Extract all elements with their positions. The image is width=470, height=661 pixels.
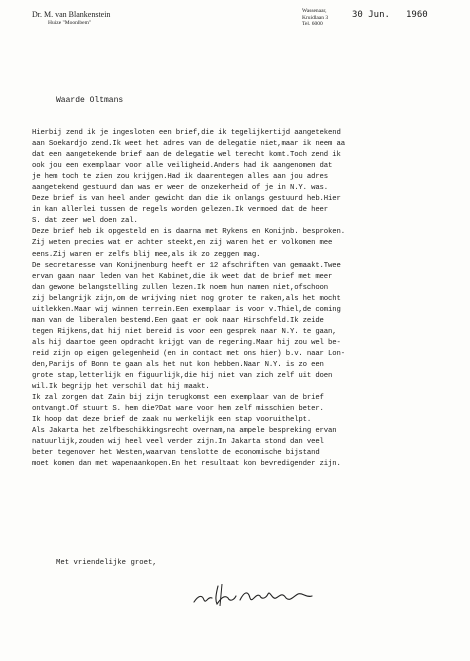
body-line: wil.Ik begrijp het verschil dat hij maakt. — [32, 383, 210, 392]
letterhead — [32, 8, 452, 48]
body-line: Als Jakarta het zelfbeschikkingsrecht overnam,na ampele bespreking ervan — [32, 427, 337, 436]
address-line: Wassenaar, — [302, 8, 327, 14]
body-line: man van de liberalen bestemd.Een gaat er ook naar Hirschfeld.Ik zeide — [32, 316, 324, 325]
body-line: De secretaresse van Konijnenburg heeft er 12 afschriften van gemaakt.Twee — [32, 261, 341, 270]
body-line: als hij daartoe geen opdracht krijgt van de regering.Maar hij zou wel be- — [32, 338, 341, 347]
letter-date: 30 Jun. — [352, 10, 390, 20]
body-line: dan gewone belangstelling zullen lezen.Ik noem hun namen niet,ofschoon — [32, 283, 329, 292]
body-line: aan Soekardjo zend.Ik weet het adres van de delegatie niet,maar ik neem aa — [32, 140, 345, 149]
body-line: zij belangrijk zijn,om de wrijving niet nog groter te raken,als het mocht — [32, 294, 341, 303]
body-line: S. dat zeer wel doen zal. — [32, 217, 138, 226]
sender-house: Huize "Moonlbem" — [48, 20, 92, 26]
body-line: den,Parijs of Bonn te gaan als het nut kon hebben.Naar N.Y. is zo een — [32, 360, 324, 369]
body-line: tegen Rijkens,dat hij niet bereid is voor een gesprek naar N.Y. te gaan, — [32, 327, 337, 336]
sender-block — [32, 10, 110, 27]
body-line: natuurlijk,zouden wij heel veel verder zijn.In Jakarta stond dan veel — [32, 438, 324, 447]
address-line: Tel. 6000 — [302, 21, 323, 27]
body-line: grote stap,letterlijk en figuurlijk,die hij niet van zich zelf uit doen — [32, 372, 333, 381]
sender-address — [302, 8, 328, 28]
body-line: beter tegenover het Westen,waarvan tenslotte de economische bijstand — [32, 449, 320, 458]
address-line: Kruidlaan 3 — [302, 14, 329, 21]
body-line: Deze brief is van heel ander gewicht dan die ik onlangs gestuurd heb.Hier — [32, 195, 341, 204]
body-line: Deze brief heb ik opgesteld en is daarna met Rykens en Konijnb. besproken. — [32, 228, 345, 237]
signature-image — [190, 582, 320, 608]
body-line: Ik zal zorgen dat Zain bij zijn terugkomst een exemplaar van de brief — [32, 394, 324, 403]
signature — [190, 582, 320, 608]
letter-body — [32, 128, 456, 470]
body-line: je hem toch te zien zou krijgen.Had ik daarentegen alles aan jou adres — [32, 173, 329, 182]
body-line: dat een aangetekende brief aan de delegatie wel terecht komt.Toch zend ik — [32, 151, 341, 160]
sender-name: Dr. M. van Blankenstein — [32, 10, 111, 19]
body-line: ontvangt.Of stuurt S. hem die?Dat ware voor hem zelf misschien beter. — [32, 405, 324, 414]
body-line: in kan allerlei tussen de regels worden gelezen.Ik vermoed dat de heer — [32, 206, 329, 215]
body-line: aangetekend gestuurd dan was er weer de onzekerheid of je in N.Y. was. — [32, 184, 329, 193]
body-line: eens.Zij waren er zelfs blij mee,als ik zo zeggen mag. — [32, 250, 261, 259]
closing: Met vriendelijke groet, — [56, 559, 157, 567]
salutation: Waarde Oltmans — [56, 96, 124, 105]
body-line: Zij weten precies wat er achter steekt,en zij waren het er volkomen mee — [32, 239, 333, 248]
body-line: reid zijn op eigen gelegenheid (en in contact met ons hier) b.v. naar Lon- — [32, 349, 345, 358]
body-line: Ik hoop dat deze brief de zaak nu werkelijk een stap vooruithelpt. — [32, 416, 312, 425]
body-line: ook jou een exemplaar voor alle veiligheid.Anders had ik aangenomen dat — [32, 162, 333, 171]
letter-year: 1960 — [406, 10, 428, 20]
body-line: ervan gaan naar leden van het Kabinet,die ik weet dat de brief met meer — [32, 272, 333, 281]
body-line: moet komen dan met wapenaankopen.En het resultaat kon bevredigender zijn. — [32, 460, 341, 469]
body-line: uitlekken.Maar wij winnen terrein.Een exemplaar is voor v.Thiel,de coming — [32, 305, 341, 314]
body-line: Hierbij zend ik je ingesloten een brief,die ik tegelijkertijd aangetekend — [32, 129, 341, 137]
